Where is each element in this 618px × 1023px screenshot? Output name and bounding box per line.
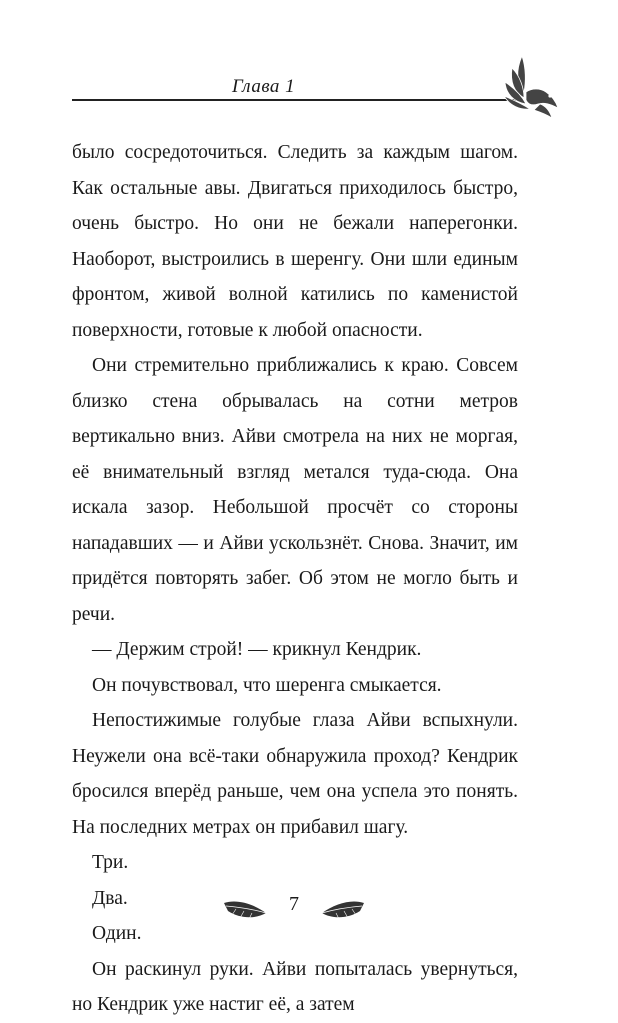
- paragraph: Два.: [92, 887, 128, 909]
- paragraph: Они стремительно приближались к краю. Совсем близко стена обрывалась на сотни метров вертикально вниз. Айви смотрела на них не моргая, её внимательный взгляд метался туда-сюда. Она искала зазор. Небольшой просчёт со стороны нападавших — и Айви ускользнёт. Снова. Значит, им придётся повторять забег. Об этом не могло быть и речи.: [72, 355, 518, 625]
- header-rule: [72, 99, 518, 101]
- paragraph: Он раскинул руки. Айви попыталась увернуться, но Кендрик уже настиг её, а затем: [72, 958, 518, 1015]
- wing-icon: [500, 48, 560, 122]
- paragraph: Три.: [92, 852, 129, 873]
- page-footer: [0, 885, 618, 935]
- feather-left-icon: [222, 897, 270, 923]
- paragraph: Он почувствовал, что шеренга смыкается.: [92, 674, 442, 696]
- dialogue-line: — Держим строй! — крикнул Кендрик.: [92, 639, 422, 660]
- feather-right-icon: [318, 897, 366, 923]
- chapter-title: Глава 1: [232, 76, 296, 97]
- paragraph: Один.: [92, 923, 142, 944]
- paragraph: было сосредоточиться. Следить за каждым шагом. Как остальные авы. Двигаться приходилось быстро, очень быстро. Но они не бежали наперегонки. Наоборот, выстроились в шеренгу. Они шли единым фронтом, живой волной катились по каменистой поверхности, готовые к любой опасности.: [72, 142, 518, 341]
- paragraph: Непостижимые голубые глаза Айви вспыхнули. Неужели она всё-таки обнаружила проход? Кендрик бросился вперёд раньше, чем она успела это понять. На последних метрах он прибавил шагу.: [72, 710, 518, 838]
- running-header: [72, 70, 518, 102]
- page-number: 7: [289, 893, 299, 915]
